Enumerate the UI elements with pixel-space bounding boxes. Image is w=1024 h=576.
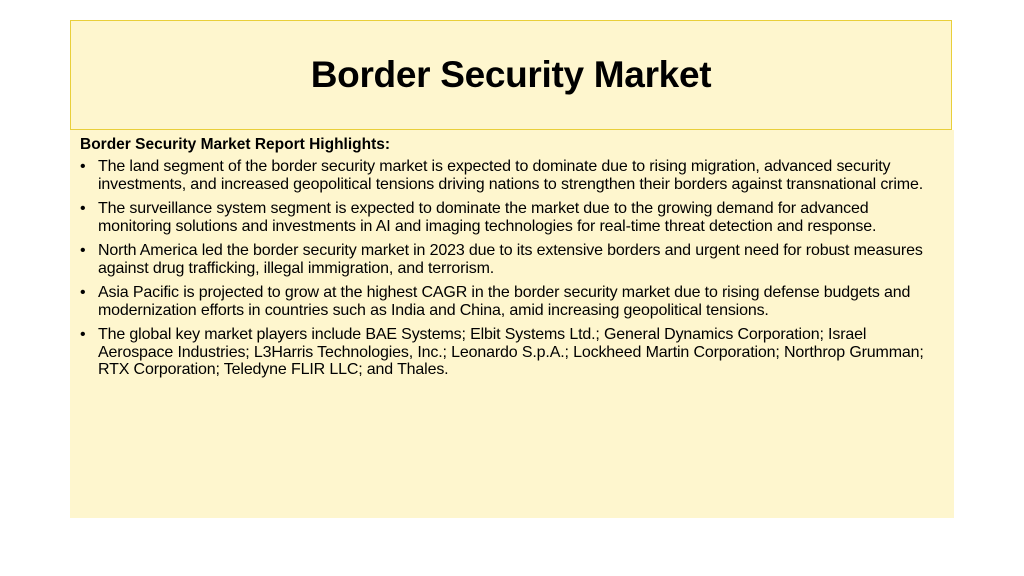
list-item [80,158,942,193]
bullet-text: Asia Pacific is projected to grow at the highest CAGR in the border security market due to rising defense budgets and modernization efforts in countries such as India and China, amid increasing geopolitical tensions. [98,284,911,319]
report-highlights-heading: Border Security Market Report Highlights: [80,136,391,153]
bullet-text: North America led the border security market in 2023 due to its extensive borders and urgent need for robust measures against drug trafficking, illegal immigration, and terrorism. [98,242,923,277]
list-item [80,284,942,319]
list-item [80,326,942,379]
content-box [70,130,954,518]
list-item [80,242,942,277]
bullet-icon: • [80,284,86,301]
bullet-text: The global key market players include BAE Systems; Elbit Systems Ltd.; General Dynamics Corporation; Israel Aerospace Industries; L3Harris Technologies, Inc.; Leonardo S.p.A.; Lockheed Martin Corporation; Northrop Grumman; RTX Corporation; Teledyne FLIR LLC; and Thales. [98,326,924,378]
list-item [80,200,942,235]
bullet-text: The land segment of the border security market is expected to dominate due to rising migration, advanced security investments, and increased geopolitical tensions driving nations to strengthen their borders against transnational crime. [98,158,923,193]
highlights-list [80,158,942,379]
bullet-icon: • [80,242,86,259]
bullet-icon: • [80,326,86,343]
bullet-icon: • [80,158,86,175]
bullet-icon: • [80,200,86,217]
title-box [70,20,952,130]
slide-title: Border Security Market [310,54,712,95]
bullet-text: The surveillance system segment is expected to dominate the market due to the growing demand for advanced monitoring solutions and investments in AI and imaging technologies for real-time threat detection and response. [98,200,877,235]
